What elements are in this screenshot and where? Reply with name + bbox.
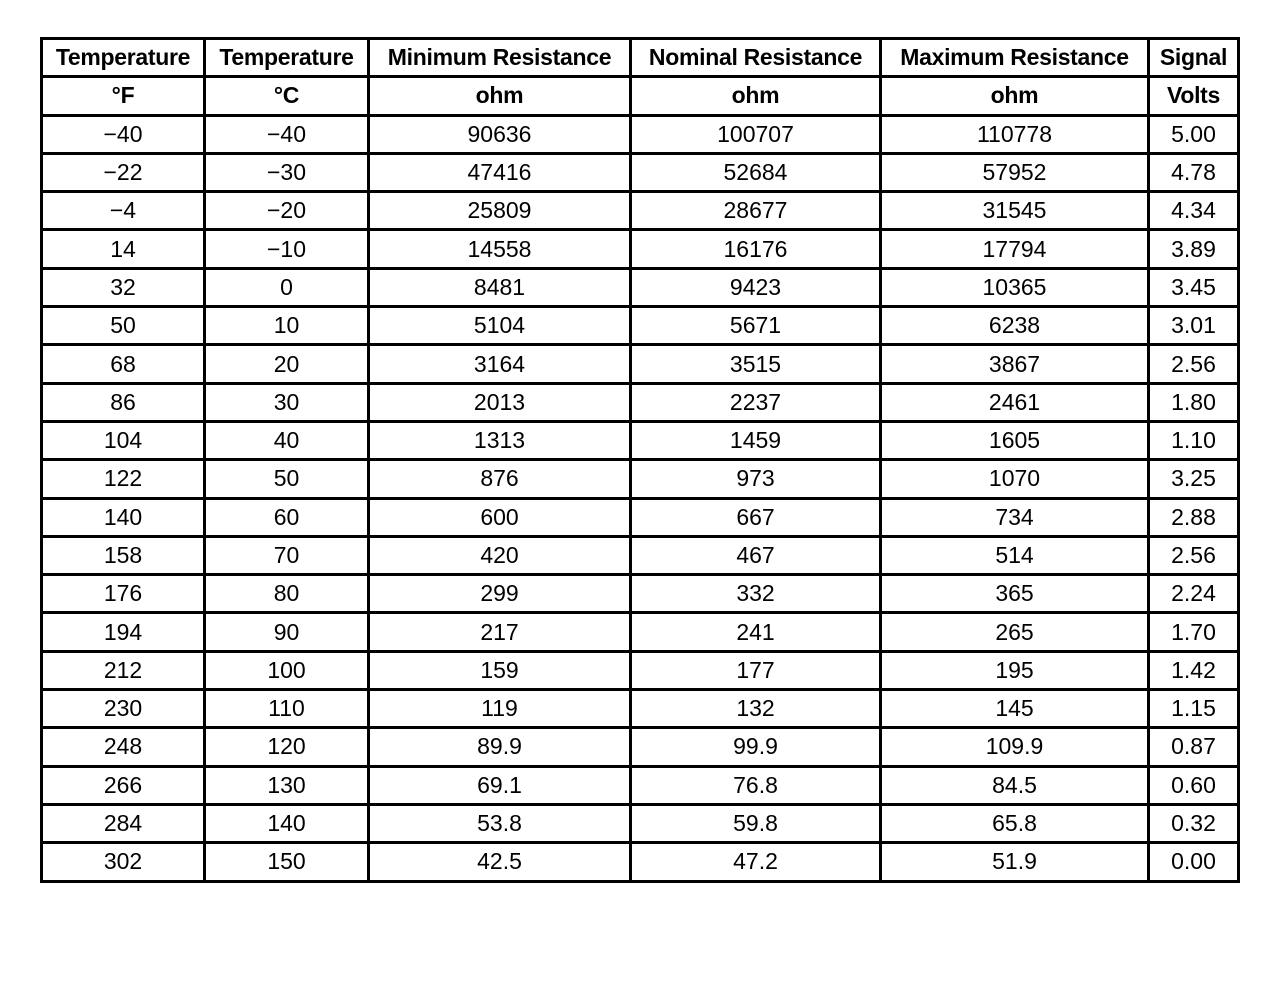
unit-ohm-max: ohm — [881, 77, 1149, 115]
temp-c-cell: −20 — [205, 192, 369, 230]
signal-volts-cell: 4.78 — [1149, 153, 1239, 191]
max-resistance-cell: 65.8 — [881, 804, 1149, 842]
table-row — [42, 728, 1239, 766]
table-header — [42, 39, 1239, 116]
unit-ohm-nominal: ohm — [631, 77, 881, 115]
temp-f-cell: 212 — [42, 651, 205, 689]
temp-c-cell: 40 — [205, 421, 369, 459]
unit-celsius: °C — [205, 77, 369, 115]
min-resistance-cell: 53.8 — [369, 804, 631, 842]
max-resistance-cell: 365 — [881, 575, 1149, 613]
table-row — [42, 421, 1239, 459]
nominal-resistance-cell: 177 — [631, 651, 881, 689]
max-resistance-cell: 109.9 — [881, 728, 1149, 766]
temp-f-cell: 248 — [42, 728, 205, 766]
signal-volts-cell: 3.25 — [1149, 460, 1239, 498]
nominal-resistance-cell: 2237 — [631, 383, 881, 421]
min-resistance-cell: 89.9 — [369, 728, 631, 766]
min-resistance-cell: 14558 — [369, 230, 631, 268]
max-resistance-cell: 84.5 — [881, 766, 1149, 804]
temp-c-cell: 50 — [205, 460, 369, 498]
temp-f-cell: 176 — [42, 575, 205, 613]
temp-f-cell: 284 — [42, 804, 205, 842]
table-row — [42, 651, 1239, 689]
nominal-resistance-cell: 667 — [631, 498, 881, 536]
header-maximum-resistance: Maximum Resistance — [881, 39, 1149, 77]
min-resistance-cell: 876 — [369, 460, 631, 498]
max-resistance-cell: 1605 — [881, 421, 1149, 459]
min-resistance-cell: 600 — [369, 498, 631, 536]
temp-c-cell: 0 — [205, 268, 369, 306]
signal-volts-cell: 5.00 — [1149, 115, 1239, 153]
header-minimum-resistance: Minimum Resistance — [369, 39, 631, 77]
temp-c-cell: 30 — [205, 383, 369, 421]
table-row — [42, 536, 1239, 574]
temp-f-cell: 230 — [42, 690, 205, 728]
header-temperature-c: Temperature — [205, 39, 369, 77]
min-resistance-cell: 3164 — [369, 345, 631, 383]
max-resistance-cell: 514 — [881, 536, 1149, 574]
signal-volts-cell: 0.00 — [1149, 843, 1239, 881]
temp-f-cell: 122 — [42, 460, 205, 498]
temp-c-cell: 110 — [205, 690, 369, 728]
temp-f-cell: 50 — [42, 307, 205, 345]
temp-f-cell: 14 — [42, 230, 205, 268]
table-row — [42, 230, 1239, 268]
nominal-resistance-cell: 52684 — [631, 153, 881, 191]
min-resistance-cell: 69.1 — [369, 766, 631, 804]
nominal-resistance-cell: 28677 — [631, 192, 881, 230]
nominal-resistance-cell: 467 — [631, 536, 881, 574]
min-resistance-cell: 119 — [369, 690, 631, 728]
signal-volts-cell: 1.15 — [1149, 690, 1239, 728]
max-resistance-cell: 31545 — [881, 192, 1149, 230]
temp-f-cell: 266 — [42, 766, 205, 804]
temp-f-cell: 104 — [42, 421, 205, 459]
nominal-resistance-cell: 3515 — [631, 345, 881, 383]
signal-volts-cell: 0.60 — [1149, 766, 1239, 804]
temp-f-cell: 86 — [42, 383, 205, 421]
temp-f-cell: −40 — [42, 115, 205, 153]
header-temperature-f: Temperature — [42, 39, 205, 77]
temp-c-cell: 100 — [205, 651, 369, 689]
nominal-resistance-cell: 16176 — [631, 230, 881, 268]
table-row — [42, 115, 1239, 153]
table-row — [42, 345, 1239, 383]
header-nominal-resistance: Nominal Resistance — [631, 39, 881, 77]
temp-f-cell: 140 — [42, 498, 205, 536]
table-body — [42, 115, 1239, 881]
signal-volts-cell: 0.87 — [1149, 728, 1239, 766]
nominal-resistance-cell: 241 — [631, 613, 881, 651]
signal-volts-cell: 2.24 — [1149, 575, 1239, 613]
signal-volts-cell: 3.45 — [1149, 268, 1239, 306]
unit-ohm-min: ohm — [369, 77, 631, 115]
min-resistance-cell: 90636 — [369, 115, 631, 153]
table-row — [42, 383, 1239, 421]
min-resistance-cell: 1313 — [369, 421, 631, 459]
nominal-resistance-cell: 332 — [631, 575, 881, 613]
temp-c-cell: 120 — [205, 728, 369, 766]
table-row — [42, 192, 1239, 230]
min-resistance-cell: 299 — [369, 575, 631, 613]
table-row — [42, 498, 1239, 536]
nominal-resistance-cell: 973 — [631, 460, 881, 498]
nominal-resistance-cell: 9423 — [631, 268, 881, 306]
max-resistance-cell: 110778 — [881, 115, 1149, 153]
header-row-titles — [42, 39, 1239, 77]
max-resistance-cell: 51.9 — [881, 843, 1149, 881]
table-row — [42, 460, 1239, 498]
max-resistance-cell: 145 — [881, 690, 1149, 728]
temp-f-cell: 32 — [42, 268, 205, 306]
table-row — [42, 613, 1239, 651]
min-resistance-cell: 42.5 — [369, 843, 631, 881]
temp-c-cell: 130 — [205, 766, 369, 804]
table-row — [42, 804, 1239, 842]
header-signal: Signal — [1149, 39, 1239, 77]
min-resistance-cell: 25809 — [369, 192, 631, 230]
temp-f-cell: 302 — [42, 843, 205, 881]
max-resistance-cell: 57952 — [881, 153, 1149, 191]
signal-volts-cell: 2.56 — [1149, 345, 1239, 383]
table-row — [42, 153, 1239, 191]
min-resistance-cell: 47416 — [369, 153, 631, 191]
table-row — [42, 268, 1239, 306]
temp-f-cell: 194 — [42, 613, 205, 651]
min-resistance-cell: 159 — [369, 651, 631, 689]
table-row — [42, 690, 1239, 728]
max-resistance-cell: 10365 — [881, 268, 1149, 306]
max-resistance-cell: 1070 — [881, 460, 1149, 498]
signal-volts-cell: 0.32 — [1149, 804, 1239, 842]
nominal-resistance-cell: 1459 — [631, 421, 881, 459]
temp-c-cell: 60 — [205, 498, 369, 536]
table-row — [42, 307, 1239, 345]
max-resistance-cell: 265 — [881, 613, 1149, 651]
temp-f-cell: 68 — [42, 345, 205, 383]
max-resistance-cell: 17794 — [881, 230, 1149, 268]
temp-c-cell: −40 — [205, 115, 369, 153]
temp-f-cell: −22 — [42, 153, 205, 191]
unit-fahrenheit: °F — [42, 77, 205, 115]
signal-volts-cell: 3.89 — [1149, 230, 1239, 268]
signal-volts-cell: 1.42 — [1149, 651, 1239, 689]
nominal-resistance-cell: 99.9 — [631, 728, 881, 766]
nominal-resistance-cell: 47.2 — [631, 843, 881, 881]
temp-c-cell: 80 — [205, 575, 369, 613]
nominal-resistance-cell: 100707 — [631, 115, 881, 153]
signal-volts-cell: 2.56 — [1149, 536, 1239, 574]
temp-c-cell: 90 — [205, 613, 369, 651]
min-resistance-cell: 2013 — [369, 383, 631, 421]
temp-f-cell: 158 — [42, 536, 205, 574]
temp-c-cell: 10 — [205, 307, 369, 345]
max-resistance-cell: 2461 — [881, 383, 1149, 421]
max-resistance-cell: 195 — [881, 651, 1149, 689]
min-resistance-cell: 8481 — [369, 268, 631, 306]
nominal-resistance-cell: 59.8 — [631, 804, 881, 842]
min-resistance-cell: 420 — [369, 536, 631, 574]
min-resistance-cell: 5104 — [369, 307, 631, 345]
table-row — [42, 843, 1239, 881]
temp-c-cell: −30 — [205, 153, 369, 191]
temp-f-cell: −4 — [42, 192, 205, 230]
table-row — [42, 575, 1239, 613]
signal-volts-cell: 3.01 — [1149, 307, 1239, 345]
signal-volts-cell: 1.80 — [1149, 383, 1239, 421]
max-resistance-cell: 734 — [881, 498, 1149, 536]
temp-c-cell: 140 — [205, 804, 369, 842]
nominal-resistance-cell: 76.8 — [631, 766, 881, 804]
resistance-table — [40, 37, 1240, 883]
max-resistance-cell: 3867 — [881, 345, 1149, 383]
max-resistance-cell: 6238 — [881, 307, 1149, 345]
unit-volts: Volts — [1149, 77, 1239, 115]
temp-c-cell: 20 — [205, 345, 369, 383]
signal-volts-cell: 1.10 — [1149, 421, 1239, 459]
header-row-units — [42, 77, 1239, 115]
temp-c-cell: 70 — [205, 536, 369, 574]
min-resistance-cell: 217 — [369, 613, 631, 651]
temp-c-cell: 150 — [205, 843, 369, 881]
nominal-resistance-cell: 132 — [631, 690, 881, 728]
nominal-resistance-cell: 5671 — [631, 307, 881, 345]
temp-c-cell: −10 — [205, 230, 369, 268]
signal-volts-cell: 1.70 — [1149, 613, 1239, 651]
signal-volts-cell: 4.34 — [1149, 192, 1239, 230]
signal-volts-cell: 2.88 — [1149, 498, 1239, 536]
table-row — [42, 766, 1239, 804]
